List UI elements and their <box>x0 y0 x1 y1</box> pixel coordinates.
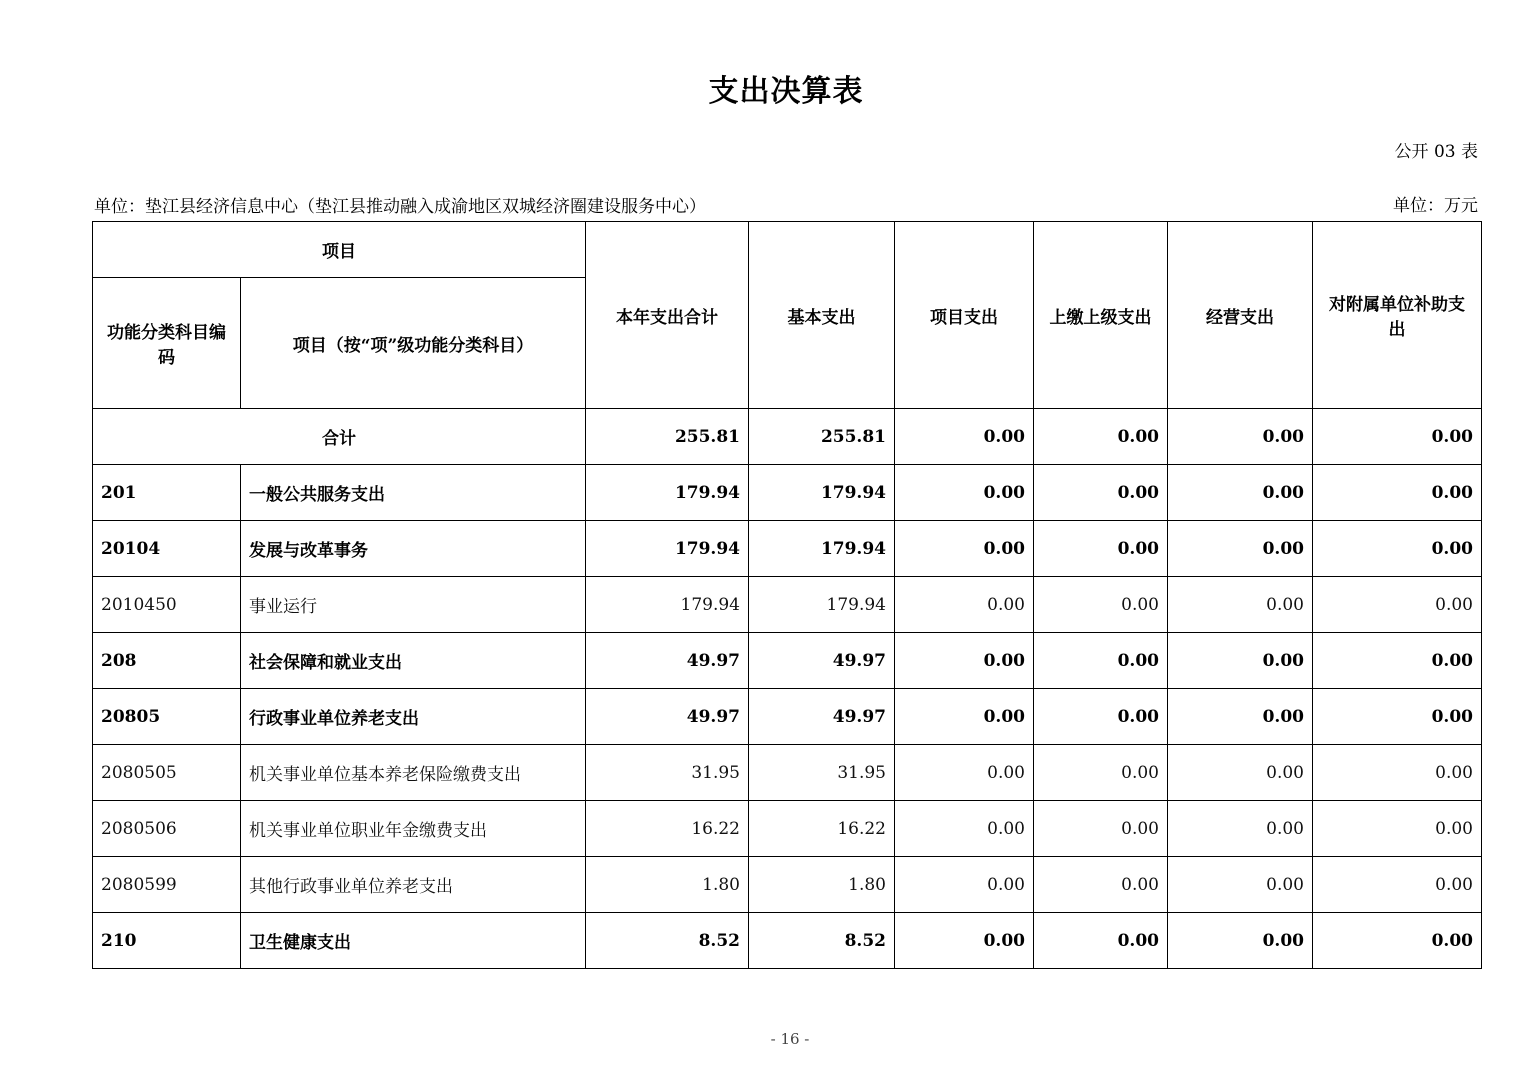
table-row <box>93 913 1482 969</box>
total-cell: 0.00 <box>1034 409 1168 465</box>
row-name: 事业运行 <box>241 577 586 633</box>
row-cell: 0.00 <box>1313 689 1482 745</box>
row-cell: 0.00 <box>1168 521 1313 577</box>
row-code: 20805 <box>93 689 241 745</box>
table-row <box>93 465 1482 521</box>
total-label: 合计 <box>93 409 586 465</box>
page-title: 支出决算表 <box>708 74 864 109</box>
row-cell: 49.97 <box>586 689 749 745</box>
total-cell: 255.81 <box>749 409 895 465</box>
row-cell: 0.00 <box>1313 745 1482 801</box>
header-code: 功能分类科目编码 <box>93 278 241 409</box>
row-code: 2010450 <box>93 577 241 633</box>
row-cell: 0.00 <box>1168 913 1313 969</box>
header-basic: 基本支出 <box>749 222 895 409</box>
row-name: 机关事业单位基本养老保险缴费支出 <box>241 745 586 801</box>
total-cell: 0.00 <box>1168 409 1313 465</box>
page-number: - 16 - <box>770 1030 810 1048</box>
row-cell: 0.00 <box>1168 633 1313 689</box>
table-row <box>93 801 1482 857</box>
total-cell: 255.81 <box>586 409 749 465</box>
row-cell: 49.97 <box>586 633 749 689</box>
row-cell: 0.00 <box>1168 689 1313 745</box>
row-name: 一般公共服务支出 <box>241 465 586 521</box>
row-cell: 31.95 <box>749 745 895 801</box>
row-cell: 0.00 <box>1034 913 1168 969</box>
row-cell: 0.00 <box>1313 801 1482 857</box>
row-cell: 0.00 <box>1313 577 1482 633</box>
row-cell: 1.80 <box>586 857 749 913</box>
header-name: 项目（按“项”级功能分类科目） <box>241 278 586 409</box>
row-cell: 8.52 <box>749 913 895 969</box>
row-cell: 8.52 <box>586 913 749 969</box>
row-cell: 0.00 <box>895 801 1034 857</box>
row-cell: 0.00 <box>1034 633 1168 689</box>
row-cell: 179.94 <box>749 521 895 577</box>
total-cell: 0.00 <box>895 409 1034 465</box>
header-subsidy: 对附属单位补助支出 <box>1313 222 1482 409</box>
row-cell: 0.00 <box>1034 801 1168 857</box>
row-cell: 0.00 <box>1313 465 1482 521</box>
row-cell: 16.22 <box>749 801 895 857</box>
header-business: 经营支出 <box>1168 222 1313 409</box>
row-cell: 0.00 <box>1168 745 1313 801</box>
table-row <box>93 521 1482 577</box>
row-cell: 31.95 <box>586 745 749 801</box>
expenditure-table <box>92 221 1482 969</box>
row-name: 社会保障和就业支出 <box>241 633 586 689</box>
row-cell: 49.97 <box>749 633 895 689</box>
row-cell: 0.00 <box>895 857 1034 913</box>
row-code: 2080506 <box>93 801 241 857</box>
row-code: 201 <box>93 465 241 521</box>
row-cell: 0.00 <box>895 521 1034 577</box>
row-name: 其他行政事业单位养老支出 <box>241 857 586 913</box>
row-cell: 0.00 <box>1313 521 1482 577</box>
row-cell: 0.00 <box>1313 633 1482 689</box>
table-row <box>93 857 1482 913</box>
row-cell: 0.00 <box>1034 465 1168 521</box>
unit-currency: 单位：万元 <box>1393 196 1478 216</box>
table-row <box>93 689 1482 745</box>
row-cell: 0.00 <box>1034 857 1168 913</box>
header-total: 本年支出合计 <box>586 222 749 409</box>
row-cell: 0.00 <box>895 633 1034 689</box>
row-cell: 0.00 <box>895 745 1034 801</box>
row-cell: 0.00 <box>1168 577 1313 633</box>
total-cell: 0.00 <box>1313 409 1482 465</box>
row-name: 行政事业单位养老支出 <box>241 689 586 745</box>
row-cell: 49.97 <box>749 689 895 745</box>
row-cell: 16.22 <box>586 801 749 857</box>
row-cell: 0.00 <box>1034 745 1168 801</box>
row-cell: 0.00 <box>1034 521 1168 577</box>
row-cell: 0.00 <box>1034 577 1168 633</box>
row-name: 机关事业单位职业年金缴费支出 <box>241 801 586 857</box>
row-cell: 0.00 <box>895 913 1034 969</box>
table-row <box>93 745 1482 801</box>
row-cell: 0.00 <box>1313 857 1482 913</box>
total-row <box>93 409 1482 465</box>
row-cell: 1.80 <box>749 857 895 913</box>
table-row <box>93 577 1482 633</box>
row-name: 发展与改革事务 <box>241 521 586 577</box>
row-cell: 179.94 <box>586 465 749 521</box>
row-name: 卫生健康支出 <box>241 913 586 969</box>
unit-name: 单位：垫江县经济信息中心（垫江县推动融入成渝地区双城经济圈建设服务中心） <box>94 197 706 217</box>
row-code: 210 <box>93 913 241 969</box>
table-number: 公开 03 表 <box>1394 142 1478 162</box>
table-row <box>93 633 1482 689</box>
row-cell: 0.00 <box>1034 689 1168 745</box>
row-cell: 179.94 <box>749 577 895 633</box>
row-cell: 179.94 <box>586 577 749 633</box>
header-upper-level: 上缴上级支出 <box>1034 222 1168 409</box>
row-cell: 179.94 <box>586 521 749 577</box>
row-code: 208 <box>93 633 241 689</box>
row-code: 2080505 <box>93 745 241 801</box>
row-code: 2080599 <box>93 857 241 913</box>
header-project: 项目 <box>93 222 586 278</box>
row-cell: 0.00 <box>895 465 1034 521</box>
row-cell: 179.94 <box>749 465 895 521</box>
row-cell: 0.00 <box>1168 465 1313 521</box>
row-cell: 0.00 <box>1313 913 1482 969</box>
header-project-expenditure: 项目支出 <box>895 222 1034 409</box>
row-cell: 0.00 <box>895 577 1034 633</box>
row-cell: 0.00 <box>1168 857 1313 913</box>
row-cell: 0.00 <box>1168 801 1313 857</box>
row-code: 20104 <box>93 521 241 577</box>
row-cell: 0.00 <box>895 689 1034 745</box>
